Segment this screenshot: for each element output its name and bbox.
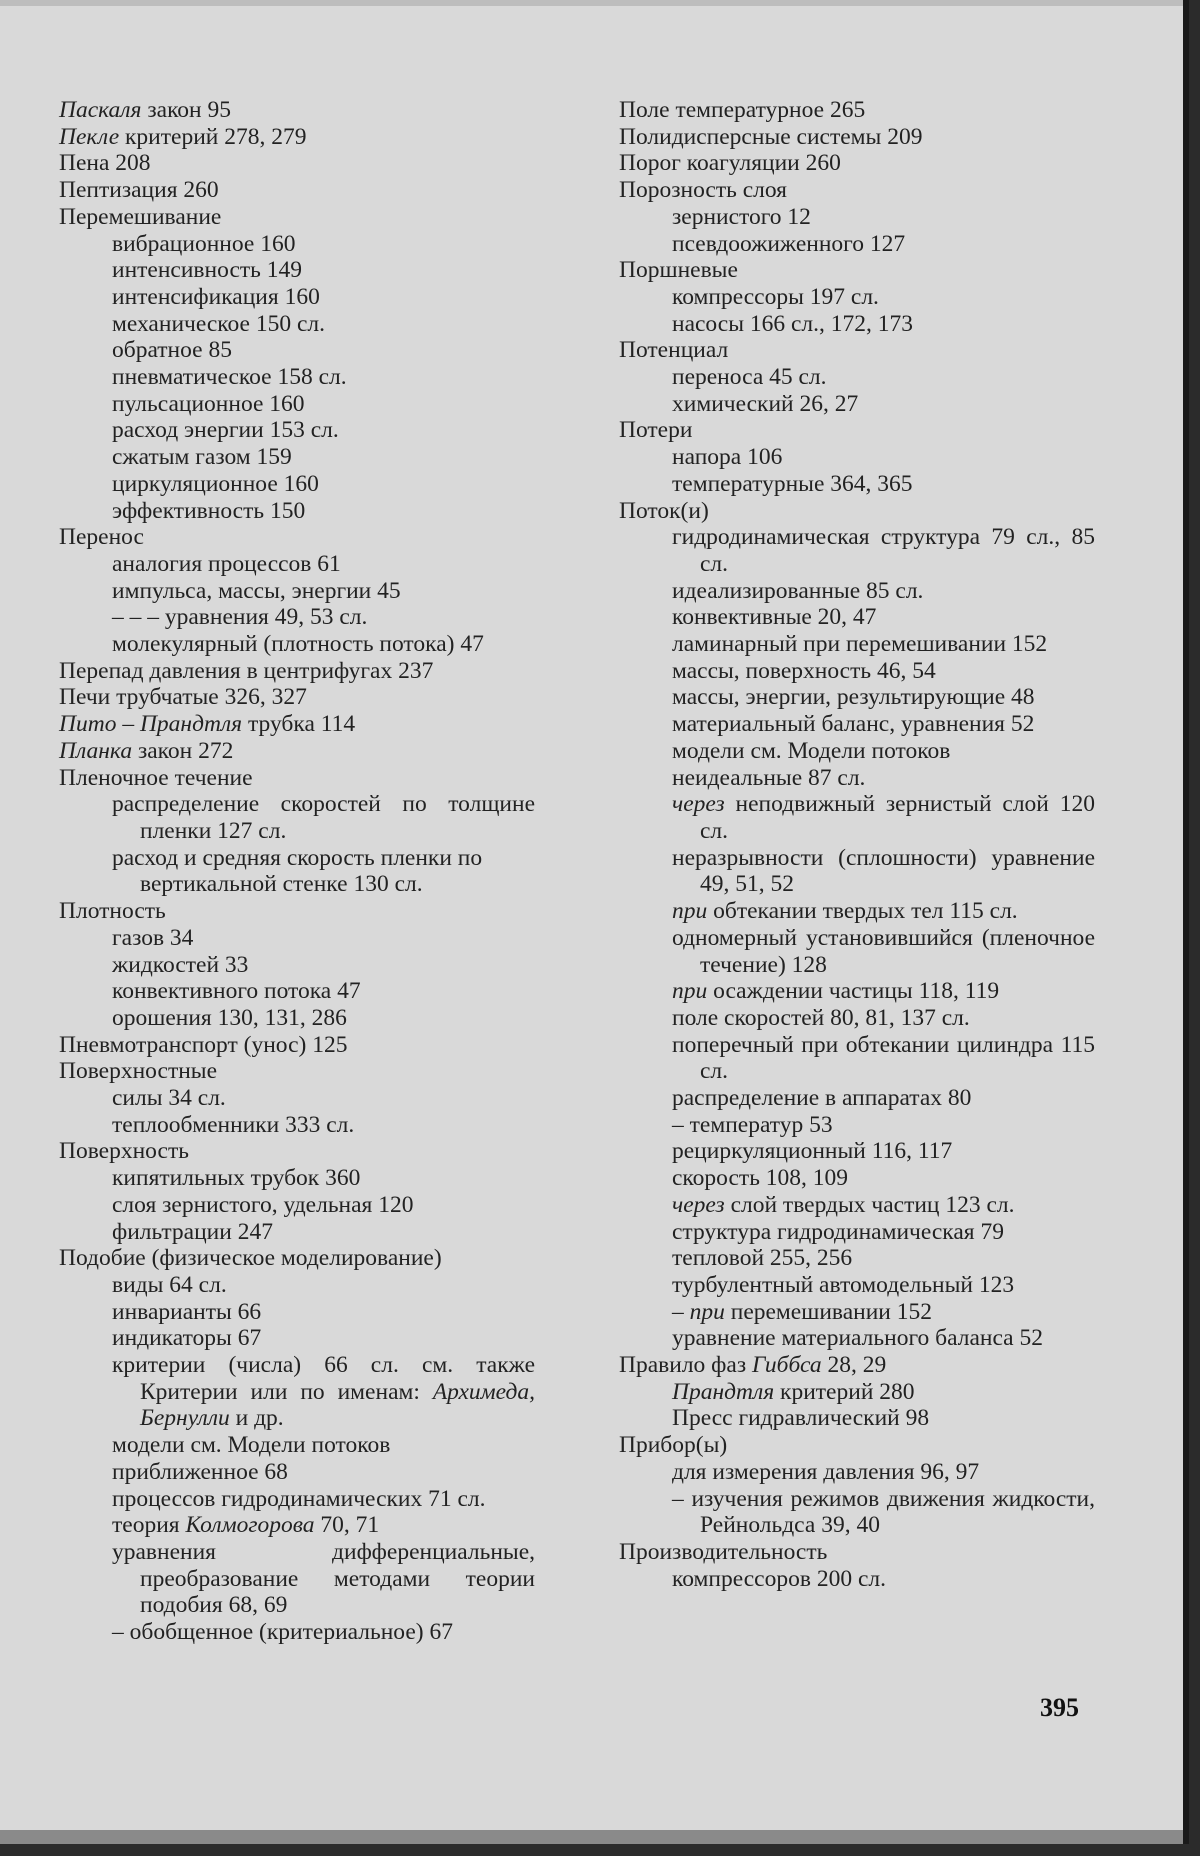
index-text: Порог коагуляции 260: [619, 150, 841, 177]
index-text: – изучения режимов движения жидкости, Рейнольдса 39, 40: [672, 1485, 1095, 1539]
index-italic-name: Гиббса: [752, 1352, 822, 1379]
index-subentry: [619, 765, 1095, 792]
index-text: неразрывности (сплошности) уравнение 49, 51, 52: [672, 844, 1095, 898]
index-text: Печи трубчатые 326, 327: [59, 684, 307, 711]
index-subentry: [619, 1165, 1095, 1192]
index-italic-name: Архимеда, Бернулли: [140, 1378, 535, 1432]
index-text: массы, поверхность 46, 54: [672, 657, 936, 684]
index-subentry: [59, 845, 535, 898]
index-text: Производительность: [619, 1538, 828, 1565]
index-subentry: [59, 1459, 535, 1486]
index-text: Поверхность: [59, 1138, 189, 1165]
index-text: турбулентный автомодельный 123: [672, 1271, 1015, 1298]
index-text: Пептизация 260: [59, 177, 219, 204]
index-subentry: [619, 1272, 1095, 1299]
index-text: химический 26, 27: [672, 390, 859, 417]
index-text: фильтрации 247: [112, 1218, 273, 1245]
index-text: приближенное 68: [112, 1458, 288, 1485]
index-text: материальный баланс, уравнения 52: [672, 711, 1035, 738]
index-subentry: [619, 1566, 1095, 1593]
index-subentry: [59, 1539, 535, 1619]
index-subentry: [59, 231, 535, 258]
index-text: напора 106: [672, 444, 783, 471]
index-text: инварианты 66: [112, 1298, 262, 1325]
index-text: перемешивании 152: [724, 1298, 932, 1325]
index-text: Правило фаз: [619, 1352, 752, 1379]
index-subentry: [59, 1432, 535, 1459]
index-text: – обобщенное (критериальное) 67: [112, 1619, 453, 1646]
index-text: Перенос: [59, 524, 144, 551]
index-entry: [59, 1032, 535, 1059]
index-entry: [59, 684, 535, 711]
index-text: расход и средняя скорость пленки по вертикальной стенке 130 сл.: [112, 844, 483, 898]
index-subentry: [59, 1219, 535, 1246]
index-entry: [619, 177, 1095, 204]
index-entry: [59, 765, 535, 792]
index-subentry: [619, 391, 1095, 418]
index-subentry: [619, 1032, 1095, 1085]
index-subentry: [619, 791, 1095, 844]
index-text: массы, энергии, результирующие 48: [672, 684, 1035, 711]
index-text: ламинарный при перемешивании 152: [672, 631, 1048, 658]
index-subentry: [59, 1512, 535, 1539]
index-subentry: [619, 1219, 1095, 1246]
index-text: закон 272: [132, 737, 234, 764]
index-text: эффективность 150: [112, 497, 306, 524]
index-subentry: [619, 1192, 1095, 1219]
index-subentry: [59, 1005, 535, 1032]
index-text: неидеальные 87 сл.: [672, 764, 866, 791]
index-subentry: [619, 311, 1095, 338]
index-text: вибрационное 160: [112, 230, 296, 257]
index-text: уравнение материального баланса 52: [672, 1325, 1043, 1352]
index-text: структура гидродинамическая 79: [672, 1218, 1004, 1245]
index-text: тепловой 255, 256: [672, 1245, 853, 1272]
index-text: гидродинамическая структура 79 сл., 85 сл.: [672, 524, 1095, 577]
index-text: – температур 53: [672, 1111, 833, 1138]
index-text: Потери: [619, 417, 693, 444]
index-text: интенсивность 149: [112, 257, 302, 284]
index-italic-name: Колмогорова: [185, 1512, 315, 1539]
index-text: газов 34: [112, 924, 194, 951]
index-subentry: [619, 738, 1095, 765]
page-top-edge: [0, 0, 1183, 6]
index-subentry: [59, 364, 535, 391]
index-text: скорость 108, 109: [672, 1165, 849, 1192]
index-subentry: [619, 1245, 1095, 1272]
index-text: критерий 278, 279: [119, 123, 307, 150]
index-entry: [59, 658, 535, 685]
index-subentry: [619, 1325, 1095, 1352]
index-entry: [59, 204, 535, 231]
index-entry: [619, 257, 1095, 284]
index-entry: [59, 150, 535, 177]
index-subentry: [619, 631, 1095, 658]
index-entry: [59, 97, 535, 124]
index-text: закон 95: [141, 97, 231, 123]
index-entry: [59, 177, 535, 204]
index-text: индикаторы 67: [112, 1325, 262, 1352]
index-text: кипятильных трубок 360: [112, 1165, 361, 1192]
index-subentry: [619, 1459, 1095, 1486]
index-text: зернистого 12: [672, 203, 811, 230]
index-subentry: [59, 257, 535, 284]
index-italic-name: Паскаля: [59, 97, 142, 123]
index-entry: [619, 1352, 1095, 1379]
index-subentry: [59, 311, 535, 338]
index-subentry: [59, 1352, 535, 1432]
index-text: рециркуляционный 116, 117: [672, 1138, 953, 1165]
index-entry: [59, 524, 535, 551]
index-entry: [59, 1138, 535, 1165]
index-text: температурные 364, 365: [672, 470, 913, 497]
index-subentry: [619, 284, 1095, 311]
index-text: Поток(и): [619, 497, 709, 524]
index-subentry: [59, 498, 535, 525]
index-entry: [59, 898, 535, 925]
index-text: Поршневые: [619, 257, 738, 284]
index-subentry: [59, 578, 535, 605]
index-text: Поле температурное 265: [619, 97, 866, 123]
index-subentry: [619, 1486, 1095, 1539]
index-text: осаждении частицы 118, 119: [707, 978, 1000, 1005]
index-subentry: [59, 1192, 535, 1219]
index-text: теория: [112, 1512, 186, 1539]
index-text: аналогия процессов 61: [112, 550, 341, 577]
index-entry: [59, 1245, 535, 1272]
index-text: орошения 130, 131, 286: [112, 1004, 347, 1031]
index-text: пульсационное 160: [112, 390, 305, 417]
index-entry: [59, 1058, 535, 1085]
index-text: Перемешивание: [59, 203, 222, 230]
index-subentry: [619, 711, 1095, 738]
index-text: обтекании твердых тел 115 сл.: [707, 898, 1018, 925]
index-column-right: [619, 97, 1095, 1592]
index-text: Потенциал: [619, 337, 729, 364]
index-text: Пена 208: [59, 150, 151, 177]
index-text: модели см. Модели потоков: [112, 1432, 391, 1459]
index-entry: [619, 1432, 1095, 1459]
index-italic-name: через: [672, 1191, 725, 1218]
index-text: 28, 29: [821, 1352, 887, 1379]
index-text: Пресс гидравлический 98: [672, 1405, 930, 1432]
index-subentry: [619, 1138, 1095, 1165]
index-text: силы 34 сл.: [112, 1085, 226, 1112]
index-subentry: [619, 925, 1095, 978]
index-text: уравнения дифференциальные, преобразование методами теории подобия 68, 69: [112, 1538, 535, 1619]
index-text: критерий 280: [774, 1378, 915, 1405]
index-text: Порозность слоя: [619, 177, 787, 204]
index-subentry: [619, 578, 1095, 605]
index-italic-name: Прандтля: [672, 1378, 775, 1405]
index-subentry: [59, 417, 535, 444]
index-text: – – – уравнения 49, 53 сл.: [112, 604, 368, 631]
index-text: трубка 114: [242, 711, 356, 738]
index-italic-name: через: [672, 791, 725, 818]
index-subentry: [619, 204, 1095, 231]
index-entry: [619, 417, 1095, 444]
index-text: импульса, массы, энергии 45: [112, 577, 401, 604]
index-subentry: [619, 658, 1095, 685]
index-text: распределение скоростей по толщине пленки 127 сл.: [112, 791, 535, 844]
index-text: виды 64 сл.: [112, 1271, 227, 1298]
index-subentry: [59, 471, 535, 498]
index-entry: [619, 124, 1095, 151]
index-subentry: [59, 551, 535, 578]
index-subentry: [619, 1405, 1095, 1432]
index-subentry: [59, 1085, 535, 1112]
index-text: Плотность: [59, 898, 166, 925]
index-subentry: [619, 978, 1095, 1005]
index-text: конвективные 20, 47: [672, 604, 877, 631]
index-text: поперечный при обтекании цилиндра 115 сл.: [672, 1031, 1095, 1085]
index-subentry: [619, 1005, 1095, 1032]
index-subentry: [59, 1486, 535, 1513]
index-text: критерии (числа) 66 сл. см. также Критерии или по именам:: [112, 1352, 535, 1405]
index-text: механическое 150 сл.: [112, 310, 326, 337]
index-text: молекулярный (плотность потока) 47: [112, 631, 484, 658]
index-subentry: [59, 978, 535, 1005]
index-text: одномерный установившийся (пленочное течение) 128: [672, 924, 1095, 978]
index-entry: [59, 738, 535, 765]
index-italic-name: Пито – Прандтля: [59, 711, 243, 738]
index-subentry: [619, 1085, 1095, 1112]
index-subentry: [59, 284, 535, 311]
index-entry: [59, 124, 535, 151]
index-text: Полидисперсные системы 209: [619, 123, 923, 150]
index-text: циркуляционное 160: [112, 470, 319, 497]
index-subentry: [59, 444, 535, 471]
index-subentry: [619, 845, 1095, 898]
index-text: обратное 85: [112, 337, 232, 364]
index-text: процессов гидродинамических 71 сл.: [112, 1485, 486, 1512]
index-subentry: [619, 444, 1095, 471]
index-text: Пленочное течение: [59, 764, 253, 791]
index-text: расход энергии 153 сл.: [112, 417, 339, 444]
index-text: компрессоров 200 сл.: [672, 1565, 886, 1592]
index-text: насосы 166 сл., 172, 173: [672, 310, 914, 337]
index-subentry: [59, 925, 535, 952]
index-text: Подобие (физическое моделирование): [59, 1245, 442, 1272]
index-subentry: [619, 1112, 1095, 1139]
index-italic-name: при: [672, 898, 708, 925]
index-subentry: [59, 1619, 535, 1646]
index-text: –: [672, 1298, 690, 1325]
index-subentry: [619, 524, 1095, 577]
index-italic-name: Планка: [59, 737, 133, 764]
index-italic-name: Пекле: [59, 123, 120, 150]
index-text: для измерения давления 96, 97: [672, 1458, 980, 1485]
index-subentry: [619, 604, 1095, 631]
index-text: идеализированные 85 сл.: [672, 577, 924, 604]
index-text: компрессоры 197 сл.: [672, 283, 879, 310]
index-subentry: [59, 1112, 535, 1139]
index-text: пневматическое 158 сл.: [112, 364, 347, 391]
index-text: распределение в аппаратах 80: [672, 1085, 972, 1112]
index-subentry: [59, 791, 535, 844]
index-subentry: [619, 1299, 1095, 1326]
index-subentry: [619, 364, 1095, 391]
index-entry: [619, 337, 1095, 364]
index-subentry: [59, 337, 535, 364]
index-entry: [619, 1539, 1095, 1566]
index-text: поле скоростей 80, 81, 137 сл.: [672, 1004, 970, 1031]
index-text: 70, 71: [314, 1512, 380, 1539]
index-subentry: [59, 604, 535, 631]
index-subentry: [59, 952, 535, 979]
index-subentry: [619, 471, 1095, 498]
index-text: теплообменники 333 сл.: [112, 1111, 355, 1138]
page-bottom-edge: [0, 1830, 1183, 1844]
index-text: псевдоожиженного 127: [672, 230, 906, 257]
index-subentry: [619, 898, 1095, 925]
index-text: конвективного потока 47: [112, 978, 361, 1005]
index-text: интенсификация 160: [112, 283, 320, 310]
index-entry: [619, 150, 1095, 177]
index-subentry: [59, 1299, 535, 1326]
index-text: переноса 45 сл.: [672, 364, 827, 391]
index-subentry: [619, 1379, 1095, 1406]
index-subentry: [59, 1325, 535, 1352]
index-entry: [619, 498, 1095, 525]
index-subentry: [59, 631, 535, 658]
index-text: Прибор(ы): [619, 1432, 728, 1459]
index-column-left: [59, 97, 535, 1646]
index-subentry: [59, 391, 535, 418]
index-text: и др.: [229, 1405, 284, 1432]
index-subentry: [619, 684, 1095, 711]
index-italic-name: при: [672, 978, 708, 1005]
index-subentry: [59, 1165, 535, 1192]
index-text: модели см. Модели потоков: [672, 737, 951, 764]
index-text: Перепад давления в центрифугах 237: [59, 657, 434, 684]
index-text: Поверхностные: [59, 1058, 218, 1085]
index-text: неподвижный зернистый слой 120 сл.: [700, 791, 1095, 844]
index-subentry: [59, 1272, 535, 1299]
index-text: сжатым газом 159: [112, 444, 292, 471]
index-italic-name: при: [689, 1298, 725, 1325]
index-text: слоя зернистого, удельная 120: [112, 1191, 414, 1218]
index-subentry: [619, 231, 1095, 258]
page-number: 395: [1040, 1693, 1079, 1722]
index-entry: [619, 97, 1095, 124]
index-text: Пневмотранспорт (унос) 125: [59, 1031, 348, 1058]
index-text: жидкостей 33: [112, 951, 249, 978]
index-entry: [59, 711, 535, 738]
index-text: слой твердых частиц 123 сл.: [724, 1191, 1015, 1218]
